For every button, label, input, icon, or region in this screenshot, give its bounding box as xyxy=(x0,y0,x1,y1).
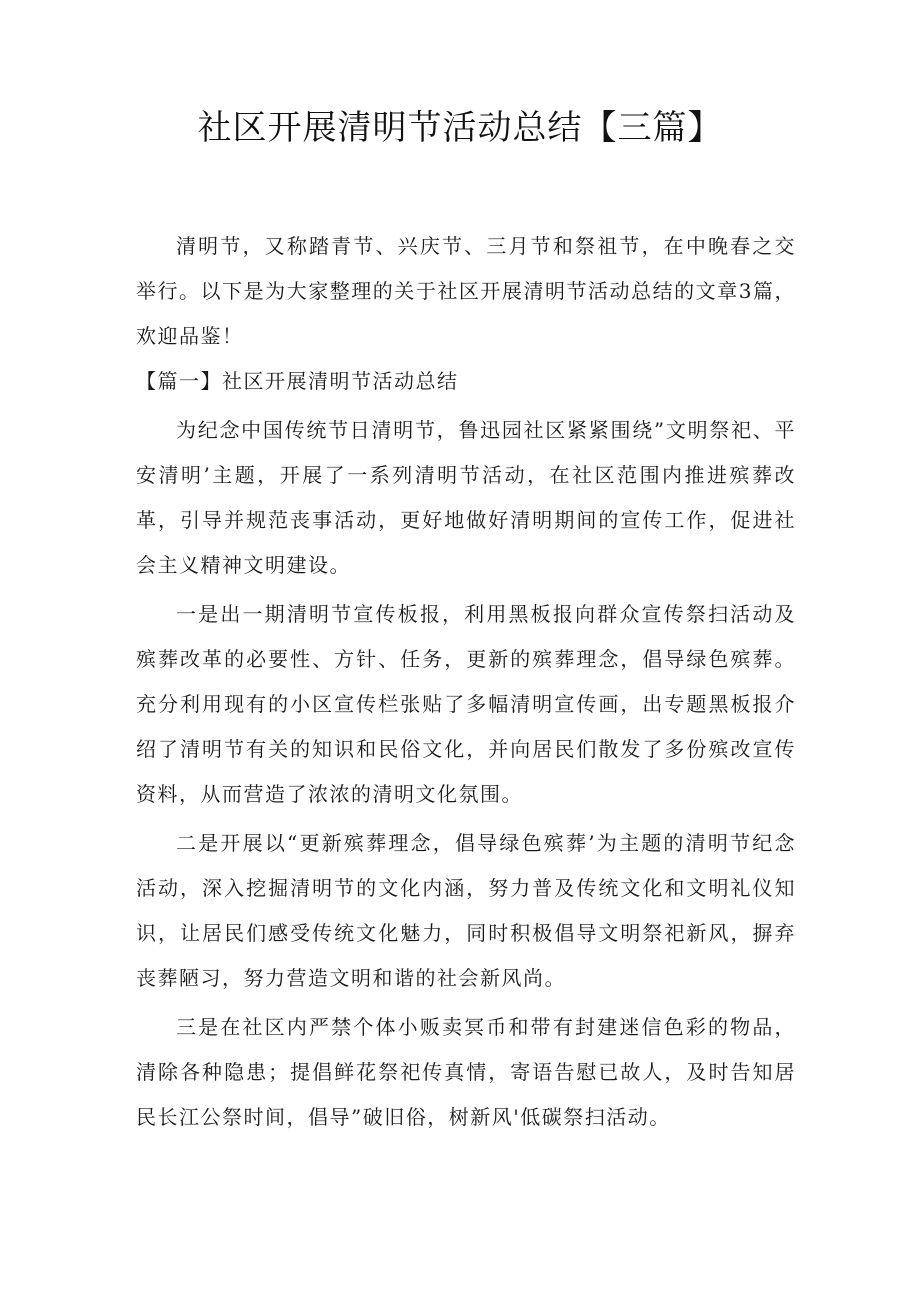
body-paragraph: 一是出一期清明节宣传板报，利用黑板报向群众宣传祭扫活动及殡葬改革的必要性、方针、任务，更新的殡葬理念，倡导绿色殡葬。充分利用现有的小区宣传栏张贴了多幅清明宣传画，出专题黑板报介绍了清明节有关的知识和民俗文化，并向居民们散发了多份殡改宣传资料，从而营造了浓浓的清明文化氛围。 xyxy=(136,602,796,806)
body-paragraph: 三是在社区内严禁个体小贩卖冥币和带有封建迷信色彩的物品，清除各种隐患；提倡鲜花祭祀传真情，寄语告慰已故人，及时告知居民长江公祭时间，倡导”破旧俗，树新风'低碳祭扫活动。 xyxy=(136,1015,796,1129)
body-paragraph: 为纪念中国传统节日清明节，鲁迅园社区紧紧围绕”文明祭祀、平安清明’主题，开展了一系列清明节活动，在社区范围内推进殡葬改革，引导并规范丧事活动，更好地做好清明期间的宣传工作，促进社会主义精神文明建设。 xyxy=(136,418,796,577)
document-body xyxy=(136,224,796,1140)
section-heading: 【篇一】社区开展清明节活动总结 xyxy=(136,369,459,393)
document-title: 社区开展清明节活动总结【三篇】 xyxy=(197,108,723,148)
body-paragraph: 二是开展以“更新殡葬理念，倡导绿色殡葬’为主题的清明节纪念活动，深入挖掘清明节的文化内涵，努力普及传统文化和文明礼仪知识，让居民们感受传统文化魅力，同时积极倡导文明祭祀新风，摒弃丧葬陋习，努力营造文明和谐的社会新风尚。 xyxy=(136,831,796,990)
intro-paragraph: 清明节，又称踏青节、兴庆节、三月节和祭祖节，在中晚春之交举行。以下是为大家整理的关于社区开展清明节活动总结的文章3篇，欢迎品鉴！ xyxy=(136,234,796,348)
